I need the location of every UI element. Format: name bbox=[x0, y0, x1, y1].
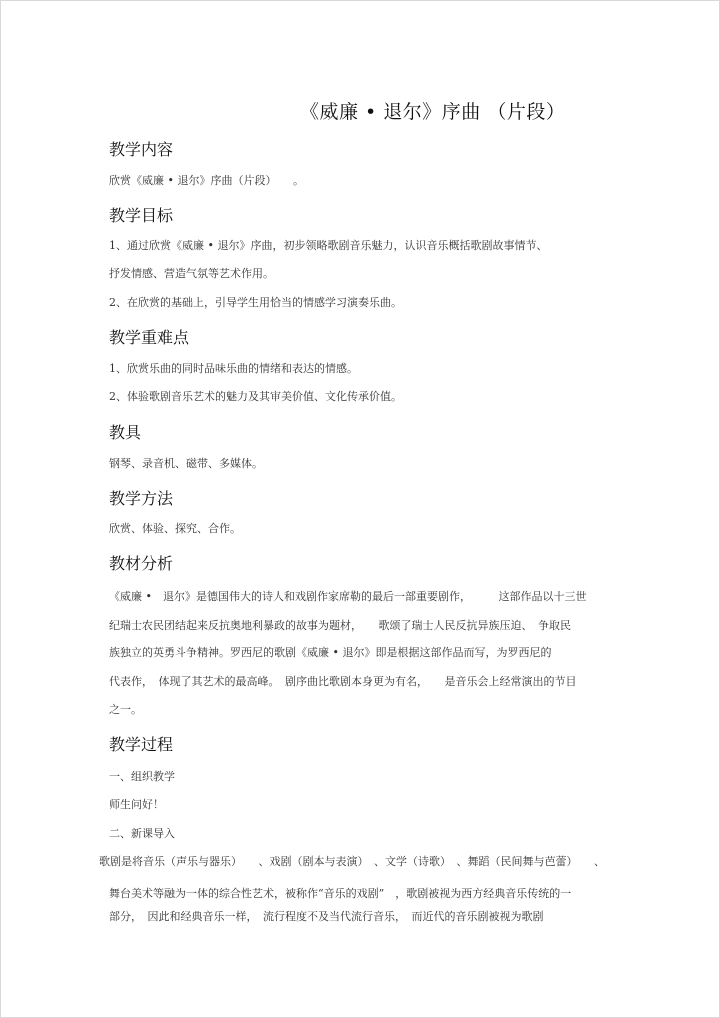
document-title: 《威廉 • 退尔》序曲 （片段） bbox=[300, 101, 566, 123]
paragraph-line: 1、通过欣赏《威廉 • 退尔》序曲，初步领略歌剧音乐魅力，认识音乐概括歌剧故事情节、 bbox=[109, 239, 548, 252]
paragraph-line: 欣赏、体验、探究、合作。 bbox=[109, 522, 241, 535]
paragraph-line: 族独立的英勇斗争精神。罗西尼的歌剧《威廉 • 退尔》即是根据这部作品而写，为罗西尼的 bbox=[109, 646, 552, 659]
section-heading-methods: 教学方法 bbox=[109, 489, 174, 508]
paragraph-line: 2、体验歌剧音乐艺术的魅力及其审美价值、文化传承价值。 bbox=[109, 390, 402, 403]
paragraph-line: 《威廉 • 退尔》是德国伟大的诗人和戏剧作家席勒的最后一部重要剧作， 这部作品以十三世 bbox=[109, 590, 587, 603]
paragraph-line: 代表作， 体现了其艺术的最高峰。 剧序曲比歌剧本身更为有名， 是音乐会上经常演出的节目 bbox=[109, 675, 577, 688]
paragraph-line: 钢琴、录音机、磁带、多媒体。 bbox=[109, 457, 263, 470]
section-heading-analysis: 教材分析 bbox=[109, 554, 174, 573]
paragraph-line: 师生问好！ bbox=[109, 798, 164, 811]
section-heading-tools: 教具 bbox=[109, 423, 142, 442]
section-heading-process: 教学过程 bbox=[109, 735, 174, 754]
section-heading-key-points: 教学重难点 bbox=[109, 328, 190, 347]
paragraph-line: 部分， 因此和经典音乐一样， 流行程度不及当代流行音乐， 而近代的音乐剧被视为歌剧 bbox=[109, 910, 544, 923]
paragraph-line: 纪瑞士农民团结起来反抗奥地利暴政的故事为题材， 歌颂了瑞士人民反抗异族压迫、 争取民 bbox=[109, 619, 571, 632]
paragraph-line: 欣赏《威廉 • 退尔》序曲（片段） 。 bbox=[109, 174, 304, 187]
section-heading-content: 教学内容 bbox=[109, 140, 174, 159]
paragraph-line: 之一。 bbox=[109, 703, 142, 716]
paragraph-line: 1、欣赏乐曲的同时品味乐曲的情绪和表达的情感。 bbox=[109, 362, 358, 375]
paragraph-line: 舞台美术等融为一体的综合性艺术，被称作“音乐的戏剧” ，歌剧被视为西方经典音乐传统的一 bbox=[109, 887, 572, 900]
paragraph-line: 歌剧是将音乐（声乐与器乐） 、戏剧（剧本与表演） 、文学（诗歌） 、舞蹈（民间舞与芭蕾） 、 bbox=[99, 855, 605, 868]
paragraph-line: 2、在欣赏的基础上，引导学生用恰当的情感学习演奏乐曲。 bbox=[109, 296, 402, 309]
paragraph-line: 抒发情感、营造气氛等艺术作用。 bbox=[109, 267, 274, 280]
paragraph-line: 二、新课导入 bbox=[109, 827, 175, 840]
section-heading-goals: 教学目标 bbox=[109, 206, 174, 225]
paragraph-line: 一、组织教学 bbox=[109, 770, 175, 783]
